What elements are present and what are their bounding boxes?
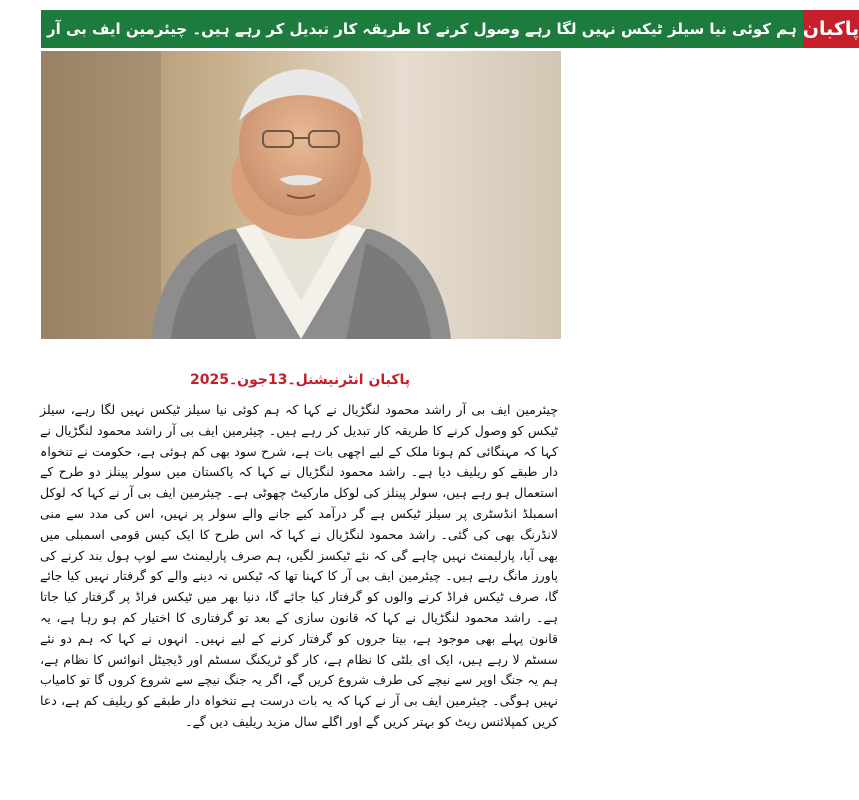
news-photo [41, 51, 561, 339]
headline-text: ہم کوئی نیا سیلز ٹیکس نہیں لگا رہے وصول کرنے کا طریقہ کار تبدیل کر رہے ہیں۔ چیئرمین ایف بی آر [47, 20, 797, 38]
news-header [41, 10, 859, 48]
brand-logo [803, 10, 859, 48]
headline-banner [41, 10, 803, 48]
portrait-image [41, 51, 561, 339]
article-body [40, 400, 558, 733]
article-paragraph: چیئرمین ایف بی آر راشد محمود لنگڑیال نے کہا کہ ہم کوئی نیا سیلز ٹیکس نہیں لگا رہے، سیلز ٹیکس کو وصول کرنے کا طریقہ کار تبدیل کر رہے ہیں۔ چیئرمین ایف بی آر راشد محمود لنگڑیال نے کہا کہ مہنگائی کم ہونا ملک کے لیے اچھی بات ہے، شرح سود بھی کم ہوئی ہے، حکومت نے تنخواہ دار طبقے کو ریلیف دیا ہے۔ راشد محمود لنگڑیال نے کہا کہ پاکستان میں سولر پینلز دو طرح کے استعمال ہو رہے ہیں، سولر پینلز کی لوکل مارکیٹ چھوٹی ہے۔ چیئرمین ایف بی آر نے کہا کہ لوکل اسمبلڈ انڈسٹری پر سیلز ٹیکس ہے گر درآمد کیے جانے والے سولر پر نہیں، اس کی مدد سے منی لانڈرنگ بھی کی گئی۔ راشد محمود لنگڑیال نے کہا کہ اس طرح کا ایک کیس قومی اسمبلی میں بھی آیا، پارلیمنٹ نہیں چاہے گی کہ نئے ٹیکسز لگیں، ہم صرف پارلیمنٹ سے لوپ ہول بند کرنے کی پاورز مانگ رہے ہیں۔ چیئرمین ایف بی آر کا کہنا تھا کہ ٹیکس نہ دینے والے کو گرفتار نہیں کیا جائے گا، صرف ٹیکس فراڈ کرنے والوں کو گرفتار کیا جائے گا، دنیا بھر میں ٹیکس فراڈ پر گرفتار کیا جاتا ہے۔ راشد محمود لنگڑیال نے کہا کہ قانون سازی کے بعد تو گرفتاری کا اختیار کم ہو رہا ہے، یہ قانون پہلے بھی موجود ہے، بیتا جروں کو گرفتار کرنے کے لیے نہیں۔ انہوں نے کہا کہ ہم دو نئے سسٹم لا رہے ہیں، ایک ای بلٹی کا نظام ہے، کار گو ٹریکنگ سسٹم اور ڈیجیٹل انوائس کا نظام ہے، ہم یہ جنگ اوپر سے نیچے کی طرف شروع کریں گے، اگر یہ جنگ نیچے سے شروع کروں گا تو کامیاب نہیں ہوگی۔ چیئرمین ایف بی آر نے کہا کہ یہ بات درست ہے تنخواہ دار طبقے کو ریلیف کم ہے، دعا کریں کمپلائنس ریٹ کو بہتر کریں گے اور اگلے سال مزید ریلیف دیں گے۔ [40, 402, 558, 729]
dateline: پاکبان انٹرنیشنل۔13جون۔2025 [189, 372, 411, 388]
brand-name: پاکبان [802, 18, 859, 40]
